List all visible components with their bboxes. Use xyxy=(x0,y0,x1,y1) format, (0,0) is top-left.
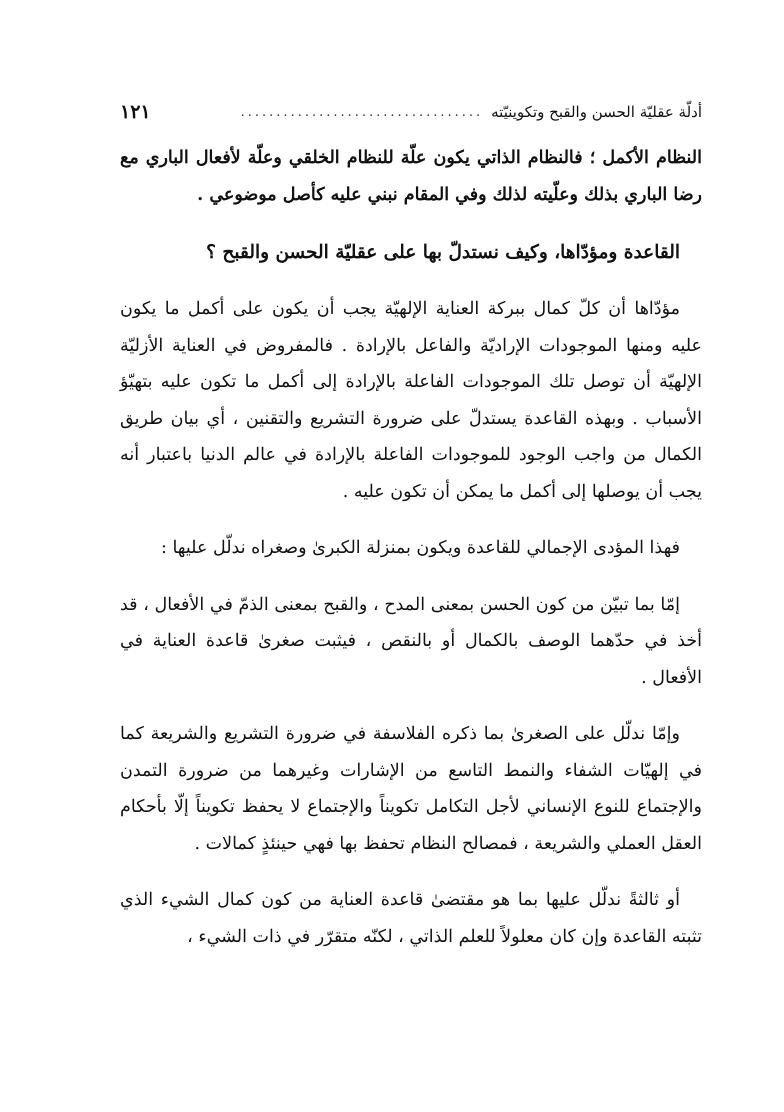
paragraph: فهذا المؤدى الإجمالي للقاعدة ويكون بمنزلة الكبرىٰ وصغراه ندلّل عليها : xyxy=(161,538,680,558)
page-body xyxy=(120,140,702,975)
running-title: أدلّة عقليّة الحسن والقبح وتكوينيّته xyxy=(491,103,702,121)
paragraph: وإمّا ندلّل على الصغرىٰ بما ذكره الفلاسفة في ضرورة التشريع والشريعة كما في إلهيّات الشفاء والنمط التاسع من الإشارات وغيرهما من ضرورة التمدن والإجتماع للنوع الإنساني لأجل التكامل تكويناً والإجتماع لا يحفظ تكويناً إلّا بأحكام العقل العملي والشريعة ، فمصالح النظام تحفظ بها فهي حينئذٍ كمالات . xyxy=(120,724,702,854)
section-heading: القاعدة ومؤدّاها، وكيف نستدلّ بها على عقليّة الحسن والقبح ؟ xyxy=(206,242,680,263)
page-number: ١٢١ xyxy=(120,101,151,123)
paragraph: أو ثالثةً ندلّل عليها بما هو مقتضىٰ قاعدة العناية من كون كمال الشيء الذي تثبته القاعدة وإن كان معلولاً للعلم الذاتي ، لكنّه متقرّر في ذات الشيء ، xyxy=(120,890,702,947)
paragraph: مؤدّاها أن كلّ كمال ببركة العناية الإلهيّة يجب أن يكون على أكمل ما يكون عليه ومنها الموجودات الإراديّة والفاعل بالإرادة . فالمفروض في العناية الأزليّة الإلهيّة أن توصل تلك الموجودات الفاعلة بالإرادة إلى أكمل ما تكون عليه بتهيّؤ الأسباب . وبهذه القاعدة يستدلّ على ضرورة التشريع والتقنين ، أي بيان طريق الكمال من واجب الوجود للموجودات الفاعلة بالإرادة في عالم الدنيا باعتبار أنه يجب أن يوصلها إلى أكمل ما يمكن أن تكون عليه . xyxy=(120,299,702,502)
paragraph: إمّا بما تبيّن من كون الحسن بمعنى المدح ، والقبح بمعنى الذمّ في الأفعال ، قد أخذ في حدّهما الوصف بالكمال أو بالنقص ، فيثبت صغرىٰ قاعدة العناية في الأفعال . xyxy=(120,594,702,688)
paragraph-continuation: النظام الأكمل ؛ فالنظام الذاتي يكون علّة للنظام الخلقي وعلّة لأفعال الباري مع رضا الباري بذلك وعلّيته لذلك وفي المقام نبني عليه كأصل موضوعي . xyxy=(120,148,702,205)
leader-dots: .................................. xyxy=(240,104,484,120)
page-header xyxy=(120,96,702,128)
